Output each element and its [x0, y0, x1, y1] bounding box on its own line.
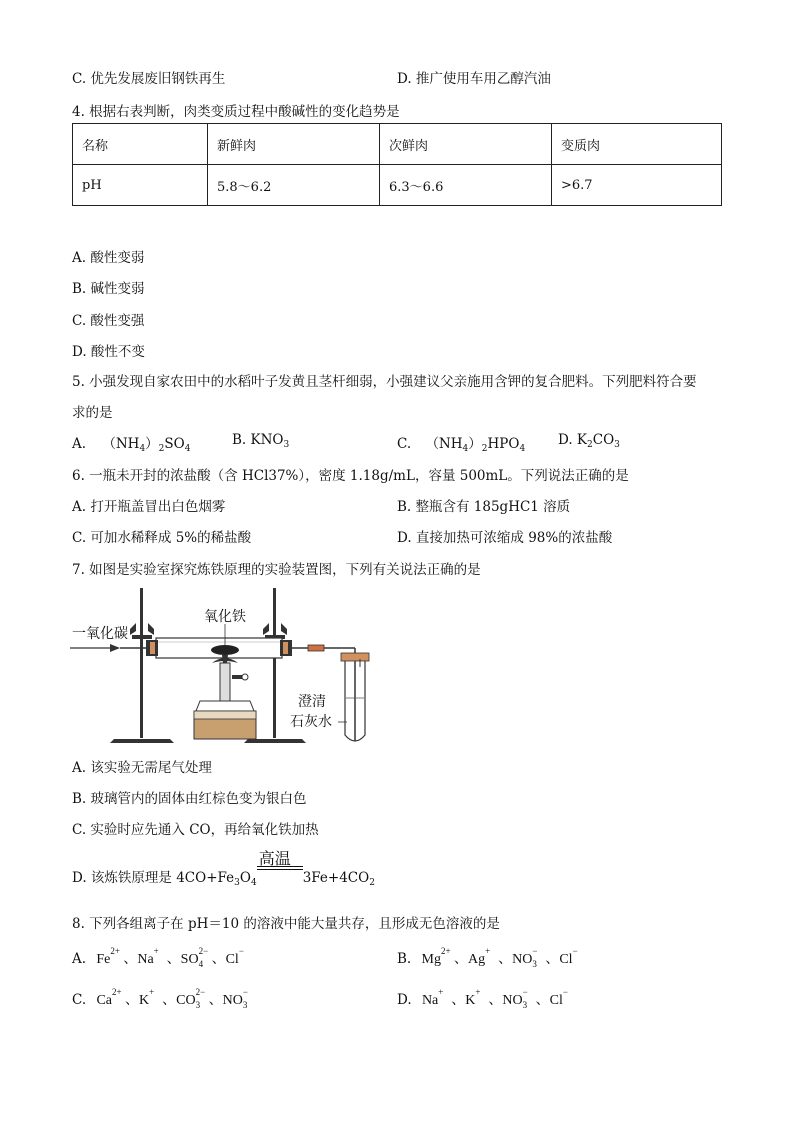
formula-part: CO	[592, 432, 615, 448]
q6-stem: 6. 一瓶未开封的浓盐酸（含 HCl37%），密度 1.18g/mL，容量 500mL。下列说法正确的是	[72, 468, 629, 484]
q6-option-a: A. 打开瓶盖冒出白色烟雾	[72, 499, 226, 515]
ion-scripts	[242, 986, 256, 1010]
q7-option-c: C. 实验时应先通入 CO，再给氧化铁加热	[72, 822, 319, 838]
ion-subscript: 3	[195, 999, 201, 1010]
ion	[467, 945, 498, 967]
ion-list	[421, 986, 576, 1010]
ion-symbol: Ca	[96, 993, 112, 1008]
ion	[225, 945, 252, 967]
formula-sub: 4	[519, 444, 526, 454]
ion-scripts	[572, 945, 586, 967]
table-cell: >6.7	[552, 165, 722, 206]
label-iron-oxide: 氧化铁	[204, 609, 246, 625]
ion-charge: −	[242, 986, 248, 997]
q4-option-c: C. 酸性变强	[72, 313, 145, 329]
lamp-top	[196, 701, 254, 711]
formula-sub: 3	[614, 440, 620, 450]
ion	[96, 945, 123, 967]
burner-valve	[232, 675, 242, 679]
ion-symbol: NO	[222, 993, 243, 1008]
right-stand-base	[244, 739, 306, 743]
rubber-connector	[308, 645, 324, 651]
q5-stem-line2: 求的是	[72, 405, 113, 421]
ion-charge: −	[532, 945, 538, 956]
ion-separator: 、	[488, 993, 503, 1008]
ion	[96, 986, 125, 1008]
formula-part: D. K	[558, 432, 588, 448]
left-stand-base	[110, 739, 174, 743]
ion-symbol: Na	[137, 952, 154, 967]
ion-symbol: NO	[512, 952, 533, 967]
option-label: C.	[397, 436, 412, 452]
q6-option-d: D. 直接加热可浓缩成 98%的浓盐酸	[397, 530, 613, 546]
option-label: D.	[397, 992, 412, 1008]
formula-sub: 4	[139, 444, 146, 454]
formula-part: （NH	[102, 436, 140, 452]
formula-sub: 2	[587, 440, 593, 450]
ion-scripts	[195, 986, 209, 1010]
left-stand-rod	[140, 588, 143, 738]
ion-separator: 、	[453, 952, 468, 967]
ion	[137, 945, 166, 967]
ion-symbol: CO	[176, 993, 196, 1008]
condition-label: 高温	[258, 849, 291, 868]
ion	[180, 945, 212, 969]
ion-charge: 2−	[195, 986, 206, 997]
equals-line-2	[257, 869, 303, 870]
ion-scripts	[198, 945, 212, 969]
ion-list	[421, 945, 586, 969]
equation-sub: 4	[250, 878, 257, 888]
table-row	[73, 165, 722, 206]
ion	[502, 986, 535, 1010]
formula-part: （NH	[425, 436, 463, 452]
ion	[512, 945, 545, 969]
ion-separator: 、	[498, 952, 513, 967]
q6-option-b: B. 整瓶含有 185gHC1 溶质	[397, 499, 571, 515]
ion-symbol: Na	[421, 993, 439, 1008]
right-stopper-core	[283, 642, 288, 654]
q4-option-d: D. 酸性不变	[72, 344, 145, 360]
ion-separator: 、	[162, 993, 177, 1008]
ion-scripts	[522, 986, 536, 1010]
test-tube-stopper	[341, 653, 369, 661]
ph-table	[72, 123, 722, 206]
formula-sub: 2	[158, 444, 165, 454]
ion	[421, 945, 454, 967]
ion-subscript: 3	[242, 999, 248, 1010]
ion-symbol: Cl	[559, 952, 573, 967]
q5-option-c	[397, 432, 525, 454]
ion	[559, 945, 585, 967]
ion-charge: 2−	[198, 945, 209, 956]
ion-separator: 、	[211, 952, 226, 967]
left-stopper-core	[150, 642, 155, 654]
ion-list	[96, 986, 255, 1010]
ion-separator: 、	[535, 993, 550, 1008]
arrow-head	[110, 644, 120, 652]
right-stand-rod	[273, 588, 276, 738]
table-header-row	[73, 124, 722, 165]
ion-separator: 、	[451, 993, 466, 1008]
ion-scripts	[238, 945, 252, 967]
ion-symbol: Cl	[549, 993, 563, 1008]
equals-line-1	[257, 866, 303, 867]
formula-part: B. KNO	[232, 432, 284, 448]
q4-option-b: B. 碱性变弱	[72, 281, 145, 297]
ion-scripts	[110, 945, 123, 967]
table-cell: 新鲜肉	[208, 124, 380, 165]
ion-charge: 2+	[110, 945, 120, 956]
ion-symbol: NO	[502, 993, 523, 1008]
equation-sub: 3	[234, 878, 240, 888]
ion-separator: 、	[545, 952, 560, 967]
ion-charge: −	[572, 945, 578, 956]
ion-charge: −	[562, 986, 568, 997]
ion-symbol: SO	[180, 952, 199, 967]
formula-part: SO	[164, 436, 185, 452]
formula-part: ）	[468, 436, 482, 452]
q3-option-d: D. 推广使用车用乙醇汽油	[397, 71, 551, 87]
ion	[139, 986, 162, 1008]
ion-separator: 、	[125, 993, 139, 1008]
table-cell: 名称	[73, 124, 208, 165]
ion	[176, 986, 208, 1010]
ion-list	[96, 945, 251, 969]
q4-option-a: A. 酸性变弱	[72, 250, 145, 266]
ion-charge: 2+	[112, 986, 122, 997]
ion-charge: −	[522, 986, 528, 997]
formula-part: ）	[145, 436, 159, 452]
valve-knob	[242, 674, 248, 680]
ion-symbol: Mg	[421, 952, 441, 967]
ion-symbol: Cl	[225, 952, 239, 967]
ion-charge: 2+	[440, 945, 451, 956]
ion-scripts	[149, 986, 162, 1008]
q5-stem-line1: 5. 小强发现自家农田中的水稻叶子发黄且茎杆细弱，小强建议父亲施用含钾的复合肥料。下列肥料符合要	[72, 374, 697, 390]
q5-option-a	[72, 432, 190, 454]
ion-subscript: 3	[522, 999, 528, 1010]
table-cell: 次鲜肉	[380, 124, 552, 165]
ion-scripts	[475, 986, 488, 1008]
formula-sub: 2	[481, 444, 488, 454]
label-lime-water-2: 石灰水	[290, 714, 332, 730]
burner-tube	[220, 663, 230, 701]
table-cell: 变质肉	[552, 124, 722, 165]
ion-symbol: Fe	[96, 952, 111, 967]
q8-option-a	[72, 945, 252, 969]
ion-symbol: Ag	[467, 952, 486, 967]
equation-part: O	[239, 870, 251, 886]
q7-option-a: A. 该实验无需尾气处理	[72, 760, 212, 776]
q7-option-b: B. 玻璃管内的固体由红棕色变为银白色	[72, 791, 307, 807]
q7-option-d	[72, 849, 375, 888]
q6-option-c: C. 可加水稀释成 5%的稀盐酸	[72, 530, 252, 546]
q5-option-b	[232, 432, 289, 450]
table-cell: 6.3～6.6	[380, 165, 552, 206]
q7-stem: 7. 如图是实验室探究炼铁原理的实验装置图，下列有关说法正确的是	[72, 562, 481, 578]
ion-symbol: K	[465, 993, 476, 1008]
ion-charge: +	[438, 986, 444, 997]
formula-sub: 4	[462, 444, 469, 454]
ion-charge: +	[485, 945, 491, 956]
equation-part: 3Fe+4CO	[302, 870, 370, 886]
option-label: A.	[72, 436, 87, 452]
ion	[222, 986, 256, 1010]
q3-option-c: C. 优先发展废旧钢铁再生	[72, 71, 226, 87]
option-label: C.	[72, 992, 87, 1008]
q4-stem: 4. 根据右表判断，肉类变质过程中酸碱性的变化趋势是	[72, 104, 400, 120]
ion-charge: +	[475, 986, 481, 997]
ion-separator: 、	[208, 993, 223, 1008]
ion	[421, 986, 451, 1008]
ion-subscript: 3	[532, 958, 537, 969]
q8-option-d	[397, 986, 576, 1010]
formula-part: HPO	[487, 436, 520, 452]
option-label: B.	[397, 951, 412, 967]
equation-part: D. 该炼铁原理是 4CO+Fe	[72, 870, 235, 886]
label-carbon-monoxide: 一氧化碳	[72, 626, 128, 642]
formula-sub: 3	[283, 440, 290, 450]
q5-option-d	[558, 432, 620, 450]
ion-charge: +	[153, 945, 159, 956]
ion-charge: −	[238, 945, 244, 956]
formula-sub: 4	[184, 444, 191, 454]
ion-scripts	[153, 945, 167, 967]
ion-scripts	[562, 986, 576, 1008]
q8-stem: 8. 下列各组离子在 pH＝10 的溶液中能大量共存，且形成无色溶液的是	[72, 916, 500, 932]
equation-sub: 2	[369, 878, 375, 888]
table-cell: pH	[73, 165, 208, 206]
ion-scripts	[440, 945, 454, 967]
q8-option-c	[72, 986, 256, 1010]
ion-separator: 、	[123, 952, 138, 967]
ion-subscript: 4	[198, 958, 204, 969]
ion	[549, 986, 576, 1008]
ion-scripts	[485, 945, 498, 967]
ion	[465, 986, 488, 1008]
table-cell: 5.8～6.2	[208, 165, 380, 206]
option-label: A.	[72, 951, 87, 967]
ion-scripts	[112, 986, 125, 1008]
lamp-band	[194, 711, 256, 719]
left-clamp-bar	[132, 635, 152, 639]
ion-charge: +	[149, 986, 155, 997]
ion-symbol: K	[139, 993, 150, 1008]
iron-smelting-apparatus	[70, 583, 415, 748]
reaction-condition	[257, 849, 303, 882]
ion-separator: 、	[166, 952, 181, 967]
ion-scripts	[532, 945, 545, 969]
q8-option-b	[397, 945, 586, 969]
ion-scripts	[438, 986, 451, 1008]
label-lime-water-1: 澄清	[298, 694, 326, 710]
iron-oxide-sample	[211, 645, 239, 655]
